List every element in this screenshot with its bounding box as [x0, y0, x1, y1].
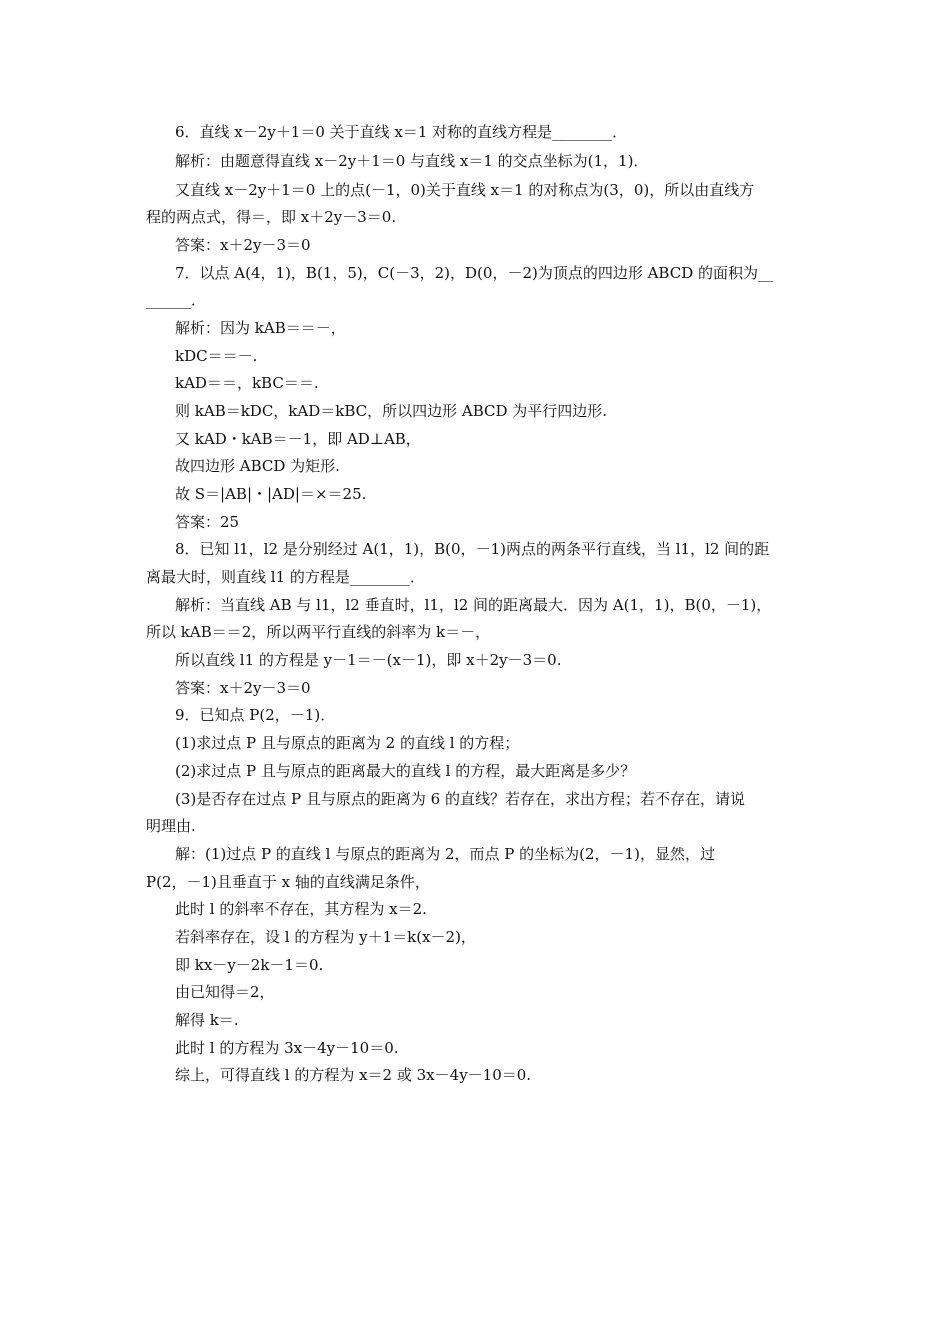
q8-analysis-line-3: 所以直线 l1 的方程是 y－1＝－(x－1)，即 x＋2y－3＝0. [175, 651, 562, 669]
q9-part-3: (3)是否存在过点 P 且与原点的距离为 6 的直线？若存在，求出方程；若不存在，请说 [175, 790, 745, 808]
q7-question-line-2: ______． [146, 291, 207, 309]
q9-solution-line-4: 若斜率存在，设 l 的方程为 y＋1＝k(x－2)， [175, 928, 476, 946]
q9-part-2: (2)求过点 P 且与原点的距离最大的直线 l 的方程，最大距离是多少？ [175, 762, 636, 780]
q7-analysis: 解析：因为 kAB＝＝－， [175, 319, 346, 337]
q7-analysis-line-5: 又 kAD・kAB＝－1，即 AD⊥AB， [175, 430, 421, 448]
q7-question: 7．以点 A(4，1)，B(1，5)，C(－3，2)，D(0，－2)为顶点的四边形 ABCD 的面积为__ [175, 264, 774, 282]
q6-analysis-line-3: 程的两点式，得＝，即 x＋2y－3＝0. [146, 208, 397, 226]
q7-analysis-line-6: 故四边形 ABCD 为矩形. [175, 457, 340, 475]
q7-analysis-line-2: kDC＝＝－. [175, 347, 258, 365]
q9-part-1: (1)求过点 P 且与原点的距离为 2 的直线 l 的方程； [175, 734, 520, 752]
q7-analysis-line-3: kAD＝＝，kBC＝＝. [175, 374, 319, 392]
q8-question: 8．已知 l1，l2 是分别经过 A(1，1)，B(0，－1)两点的两条平行直线，当 l1，l2 间的距 [175, 540, 770, 558]
q9-solution-line-3: 此时 l 的斜率不存在，其方程为 x＝2. [175, 900, 427, 918]
q9-solution-line-6: 由已知得＝2， [175, 983, 275, 1001]
q8-analysis: 解析：当直线 AB 与 l1，l2 垂直时，l1，l2 间的距离最大．因为 A(1，1)，B(0，－1)， [175, 596, 772, 614]
q9-question: 9．已知点 P(2，－1)． [175, 706, 336, 724]
q6-answer: 答案：x＋2y－3＝0 [175, 236, 311, 254]
q9-solution-line-7: 解得 k＝. [175, 1011, 239, 1029]
q9-solution-line-2: P(2，－1)且垂直于 x 轴的直线满足条件， [146, 873, 430, 891]
q9-solution-line-9: 综上，可得直线 l 的方程为 x＝2 或 3x－4y－10＝0. [175, 1066, 532, 1084]
q6-question: 6．直线 x－2y＋1＝0 关于直线 x＝1 对称的直线方程是________． [175, 123, 628, 141]
q7-analysis-line-4: 则 kAB＝kDC，kAD＝kBC，所以四边形 ABCD 为平行四边形. [175, 402, 608, 420]
q8-question-line-2: 离最大时，则直线 l1 的方程是________． [146, 568, 425, 586]
q6-analysis-line-2: 又直线 x－2y＋1＝0 上的点(－1，0)关于直线 x＝1 的对称点为(3，0)，所以由直线方 [175, 181, 755, 199]
q9-part-3-line-2: 明理由. [146, 817, 196, 835]
q7-answer: 答案：25 [175, 513, 240, 531]
q8-analysis-line-2: 所以 kAB＝＝2，所以两平行直线的斜率为 k＝－， [146, 623, 491, 641]
q9-solution-line-5: 即 kx－y－2k－1＝0. [175, 956, 324, 974]
q8-answer: 答案：x＋2y－3＝0 [175, 679, 311, 697]
q6-analysis: 解析：由题意得直线 x－2y＋1＝0 与直线 x＝1 的交点坐标为(1，1)． [175, 152, 649, 170]
q9-solution-line-8: 此时 l 的方程为 3x－4y－10＝0. [175, 1039, 399, 1057]
q7-analysis-line-7: 故 S＝|AB|・|AD|＝×＝25. [175, 485, 367, 503]
q9-solution: 解：(1)过点 P 的直线 l 与原点的距离为 2，而点 P 的坐标为(2，－1)，显然，过 [175, 845, 715, 863]
